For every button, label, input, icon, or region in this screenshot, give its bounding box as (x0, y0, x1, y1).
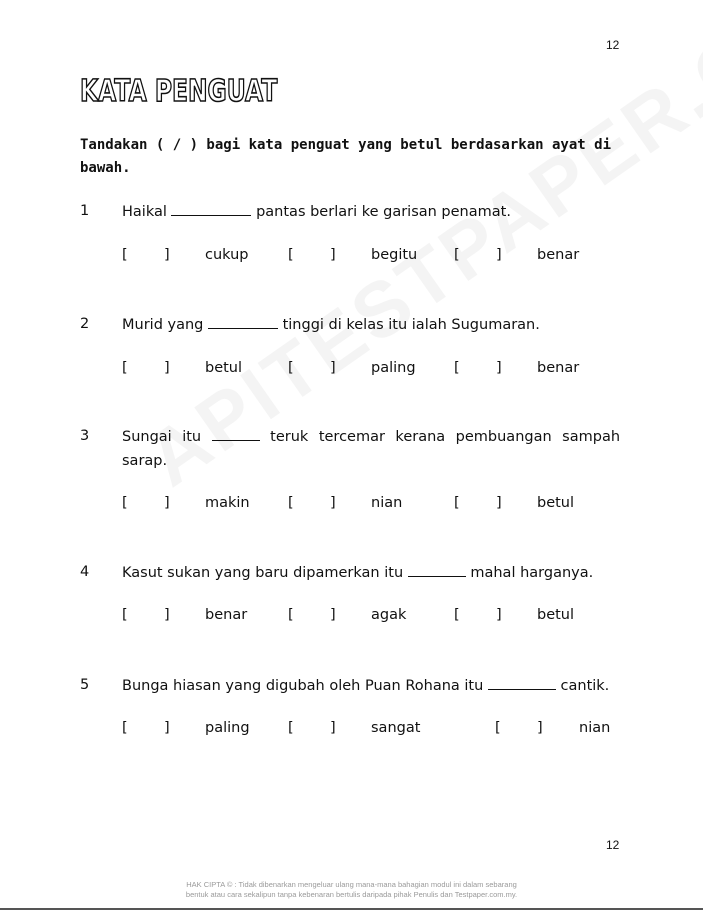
option-label: betul (205, 360, 243, 376)
question-number: 3 (80, 428, 90, 444)
checkbox-bracket-close[interactable]: ] (164, 720, 170, 736)
question-text-after: pantas berlari ke garisan penamat. (256, 204, 511, 220)
question-text (122, 200, 620, 224)
question-text-before: Murid yang (122, 317, 204, 333)
checkbox-bracket-close[interactable]: ] (330, 495, 336, 511)
checkbox-bracket-open[interactable]: [ (288, 360, 294, 376)
answer-blank (212, 426, 260, 441)
checkbox-bracket-open[interactable]: [ (288, 495, 294, 511)
checkbox-bracket-close[interactable]: ] (330, 720, 336, 736)
option-label: paling (205, 720, 250, 736)
footer-line: bentuk atau cara sekalipun tanpa kebenaran bertulis daripada pihak Penulis dan Testpaper.com.my. (185, 890, 518, 899)
checkbox-bracket-close[interactable]: ] (496, 360, 502, 376)
option-label: benar (537, 360, 580, 376)
checkbox-bracket-open[interactable]: [ (454, 495, 460, 511)
checkbox-bracket-open[interactable]: [ (122, 720, 128, 736)
question-number: 4 (80, 564, 90, 580)
question-text-before: Sungai itu (122, 429, 202, 445)
checkbox-bracket-close[interactable]: ] (496, 607, 502, 623)
checkbox-bracket-close[interactable]: ] (496, 495, 502, 511)
option-label: sangat (371, 720, 421, 736)
checkbox-bracket-close[interactable]: ] (164, 607, 170, 623)
page-title: KATA PENGUAT (80, 74, 278, 109)
copyright-footer (0, 880, 703, 900)
option-label: paling (371, 360, 416, 376)
footer-line: HAK CIPTA © : Tidak dibenarkan mengeluar ulang mana-mana bahagian modul ini dalam sebarang (186, 880, 517, 889)
page-number-top: 12 (606, 38, 620, 52)
checkbox-bracket-close[interactable]: ] (330, 607, 336, 623)
question-text-after: teruk tercemar kerana pembuangan sampah sarap. (122, 429, 621, 469)
question-text (122, 561, 620, 585)
checkbox-bracket-open[interactable]: [ (454, 607, 460, 623)
checkbox-bracket-open[interactable]: [ (288, 720, 294, 736)
option-label: agak (371, 607, 407, 623)
question-number: 1 (80, 203, 90, 219)
page-bottom-border (0, 908, 703, 910)
option-label: cukup (205, 247, 249, 263)
page-number-bottom: 12 (606, 838, 620, 852)
question-number: 2 (80, 316, 90, 332)
checkbox-bracket-open[interactable]: [ (454, 360, 460, 376)
checkbox-bracket-open[interactable]: [ (454, 247, 460, 263)
option-label: betul (537, 607, 575, 623)
question-text-before: Bunga hiasan yang digubah oleh Puan Rohana itu (122, 678, 484, 694)
checkbox-bracket-open[interactable]: [ (288, 607, 294, 623)
instruction-text: Tandakan ( / ) bagi kata penguat yang betul berdasarkan ayat di bawah. (80, 137, 612, 176)
checkbox-bracket-open[interactable]: [ (288, 247, 294, 263)
question-text (122, 313, 620, 337)
checkbox-bracket-close[interactable]: ] (164, 360, 170, 376)
checkbox-bracket-close[interactable]: ] (164, 247, 170, 263)
option-label: betul (537, 495, 575, 511)
option-label: nian (371, 495, 403, 511)
question-text-before: Kasut sukan yang baru dipamerkan itu (122, 565, 404, 581)
answer-blank (488, 675, 556, 690)
option-label: makin (205, 495, 250, 511)
question-text-after: tinggi di kelas itu ialah Sugumaran. (282, 317, 540, 333)
question-text-before: Haikal (122, 204, 167, 220)
checkbox-bracket-close[interactable]: ] (164, 495, 170, 511)
checkbox-bracket-open[interactable]: [ (122, 607, 128, 623)
checkbox-bracket-close[interactable]: ] (330, 360, 336, 376)
option-label: nian (579, 720, 611, 736)
question-number: 5 (80, 677, 90, 693)
question-text (122, 674, 620, 698)
answer-blank (408, 562, 466, 577)
checkbox-bracket-close[interactable]: ] (496, 247, 502, 263)
checkbox-bracket-open[interactable]: [ (495, 720, 501, 736)
checkbox-bracket-open[interactable]: [ (122, 247, 128, 263)
option-label: benar (205, 607, 248, 623)
checkbox-bracket-close[interactable]: ] (537, 720, 543, 736)
answer-blank (208, 314, 278, 329)
answer-blank (171, 201, 251, 216)
question-text (122, 425, 620, 473)
checkbox-bracket-open[interactable]: [ (122, 360, 128, 376)
question-text-after: mahal harganya. (470, 565, 594, 581)
checkbox-bracket-close[interactable]: ] (330, 247, 336, 263)
option-label: benar (537, 247, 580, 263)
option-label: begitu (371, 247, 418, 263)
checkbox-bracket-open[interactable]: [ (122, 495, 128, 511)
question-text-after: cantik. (560, 678, 610, 694)
